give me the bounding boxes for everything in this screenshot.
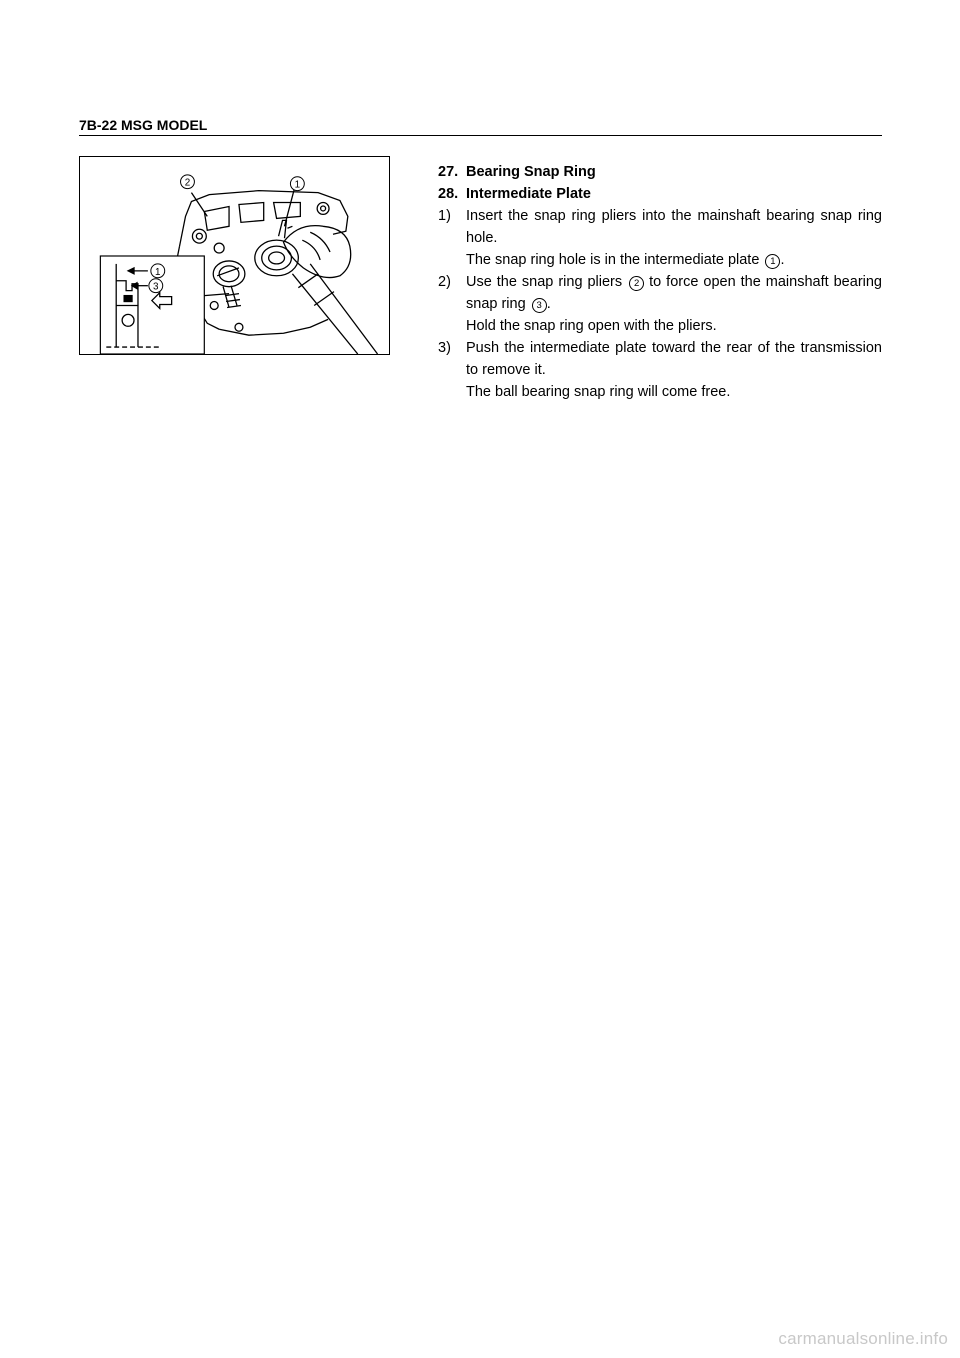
step-item — [438, 337, 882, 381]
callout-label: 1 — [294, 179, 301, 191]
note-text: Hold the snap ring open with the pliers. — [466, 318, 717, 334]
step-number: 1) — [438, 208, 451, 224]
callout-label: 3 — [153, 281, 159, 293]
note-text: The ball bearing snap ring will come free. — [466, 384, 731, 400]
step-note — [438, 381, 882, 403]
illustration-intermediate-plate — [79, 156, 390, 355]
section-heading — [438, 161, 882, 183]
step-number: 2) — [438, 274, 451, 290]
heading-text: Intermediate Plate — [466, 186, 591, 202]
step-text-part: . — [546, 296, 551, 312]
step-item — [438, 205, 882, 249]
section-heading — [438, 183, 882, 205]
note-end: . — [780, 252, 785, 268]
step-text: Insert the snap ring pliers into the mainshaft bearing snap ring hole. — [466, 208, 882, 246]
callout-circle — [290, 177, 304, 191]
callout-circle — [181, 175, 195, 189]
heading-text: Bearing Snap Ring — [466, 164, 596, 180]
callout-label: 2 — [184, 177, 191, 189]
step-number: 3) — [438, 340, 451, 356]
step-note — [438, 249, 882, 271]
watermark: carmanualsonline.info — [778, 1329, 948, 1348]
callout-circle — [149, 279, 163, 293]
callout-ref: 2 — [629, 276, 644, 291]
note-text: The snap ring hole is in the intermediate plate — [466, 252, 764, 268]
step-note — [438, 315, 882, 337]
callout-ref: 1 — [765, 254, 780, 269]
step-item — [438, 271, 882, 315]
step-text: Push the intermediate plate toward the rear of the transmission to remove it. — [466, 340, 882, 378]
step-text — [466, 271, 882, 315]
step-text-part: Use the snap ring pliers — [466, 274, 628, 290]
page-header — [79, 117, 882, 136]
heading-number: 28. — [438, 186, 459, 202]
transmission-drawing — [80, 157, 389, 354]
page-title: 7B-22 MSG MODEL — [79, 117, 208, 133]
callout-label: 1 — [155, 266, 161, 278]
callout-ref: 3 — [532, 298, 547, 313]
heading-number: 27. — [438, 164, 459, 180]
procedure-text — [438, 161, 882, 403]
step-text-part: to force open the mainshaft bearing snap ring — [466, 274, 882, 312]
callout-circle — [151, 264, 165, 278]
